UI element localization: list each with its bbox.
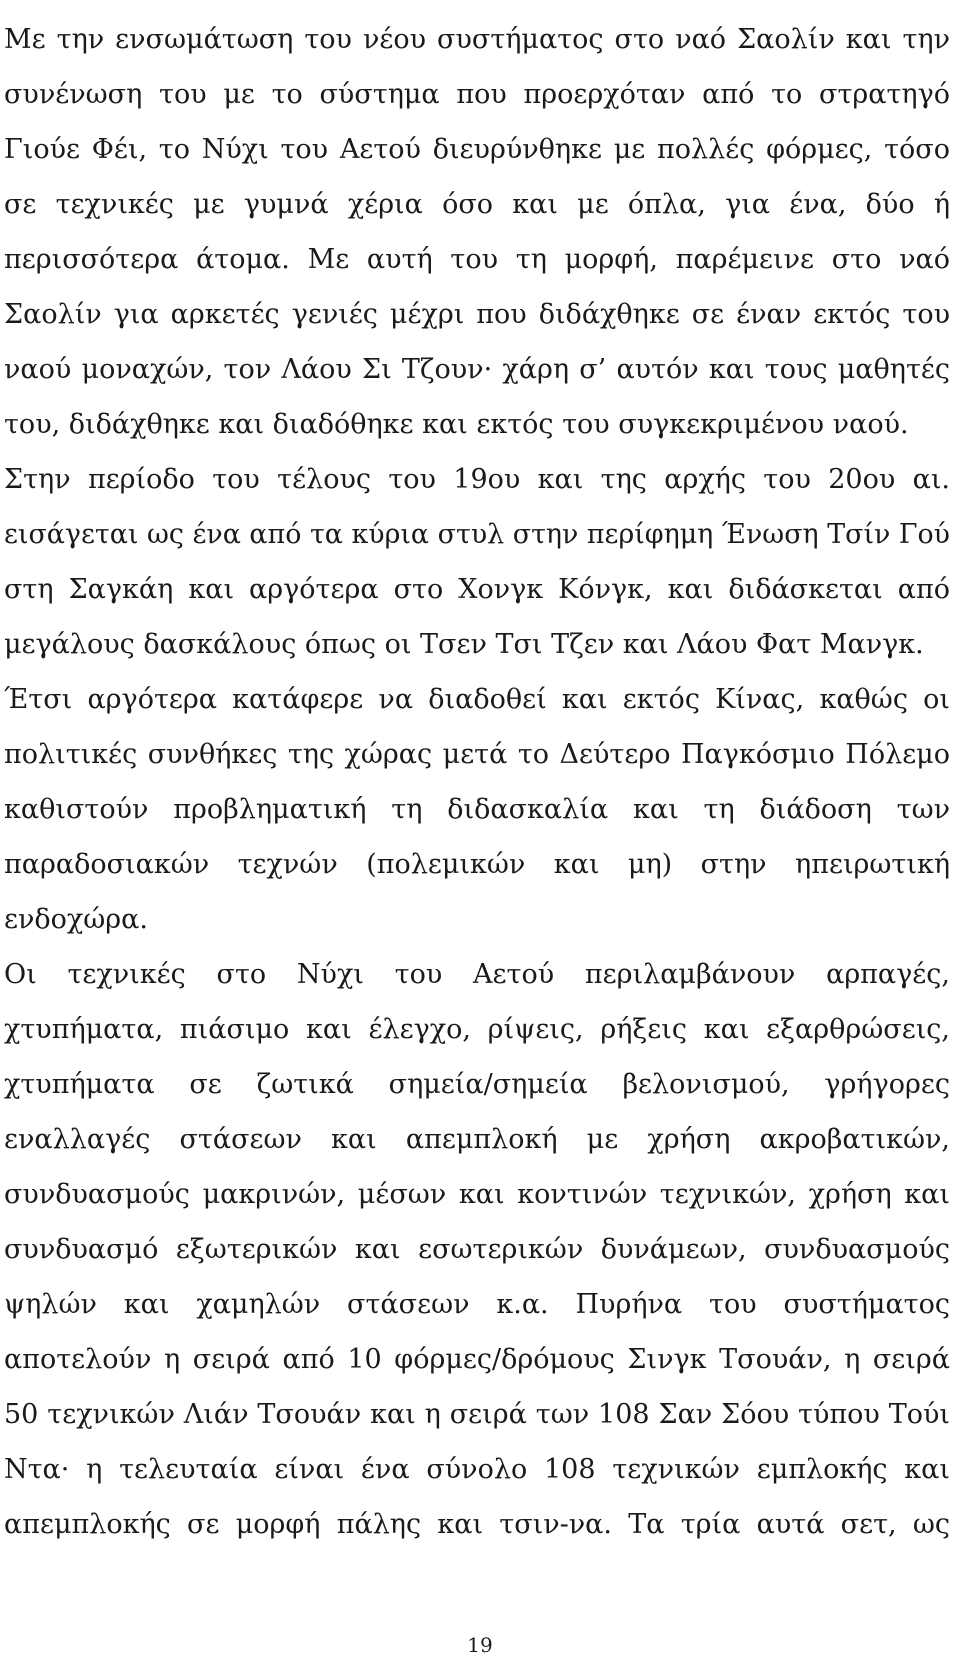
text-line: μεγάλους δασκάλους όπως οι Τσεν Τσι Τζεν και Λάου Φατ Μανγκ.: [4, 629, 924, 660]
text-line: Ντα· η τελευταία είναι ένα σύνολο 108 τεχνικών εμπλοκής και: [4, 1454, 950, 1485]
text-line: απεμπλοκής σε μορφή πάλης και τσιν-να. Τα τρία αυτά σετ, ως: [4, 1509, 950, 1540]
text-line: σε τεχνικές με γυμνά χέρια όσο και με όπλα, για ένα, δύο ή: [4, 189, 950, 220]
text-line: Γιούε Φέι, το Νύχι του Αετού διευρύνθηκε με πολλές φόρμες, τόσο: [4, 134, 950, 165]
page-number: 19: [467, 1633, 493, 1657]
text-line: συνδυασμούς μακρινών, μέσων και κοντινών τεχνικών, χρήση και: [4, 1179, 950, 1210]
text-line: 50 τεχνικών Λιάν Τσουάν και η σειρά των 108 Σαν Σόου τύπου Τούι: [4, 1399, 950, 1430]
text-line: στη Σαγκάη και αργότερα στο Χονγκ Κόνγκ, και διδάσκεται από: [4, 574, 950, 605]
text-line: Έτσι αργότερα κατάφερε να διαδοθεί και εκτός Κίνας, καθώς οι: [4, 684, 950, 715]
text-line: Με την ενσωμάτωση του νέου συστήματος στο ναό Σαολίν και την: [4, 24, 950, 55]
text-line: αποτελούν η σειρά από 10 φόρμες/δρόμους Σινγκ Τσουάν, η σειρά: [4, 1344, 950, 1375]
text-line: περισσότερα άτομα. Με αυτή του τη μορφή, παρέμεινε στο ναό: [4, 244, 950, 275]
text-line: παραδοσιακών τεχνών (πολεμικών και μη) στην ηπειρωτική: [4, 849, 950, 880]
text-line: του, διδάχθηκε και διαδόθηκε και εκτός του συγκεκριμένου ναού.: [4, 409, 909, 440]
text-line: συνδυασμό εξωτερικών και εσωτερικών δυνάμεων, συνδυασμούς: [4, 1234, 950, 1265]
text-line: ναού μοναχών, τον Λάου Σι Τζουν· χάρη σ’ αυτόν και τους μαθητές: [4, 354, 950, 385]
text-line: χτυπήματα σε ζωτικά σημεία/σημεία βελονισμού, γρήγορες: [4, 1069, 950, 1100]
text-line: πολιτικές συνθήκες της χώρας μετά το Δεύτερο Παγκόσμιο Πόλεμο: [4, 739, 950, 770]
text-line: Οι τεχνικές στο Νύχι του Αετού περιλαμβάνουν αρπαγές,: [4, 959, 950, 990]
body-text: [4, 0, 950, 1540]
text-line: Στην περίοδο του τέλους του 19ου και της αρχής του 20ου αι.: [4, 464, 950, 495]
text-line: συνένωση του με το σύστημα που προερχόταν από το στρατηγό: [4, 79, 950, 110]
text-line: καθιστούν προβληματική τη διδασκαλία και τη διάδοση των: [4, 794, 950, 825]
text-line: ψηλών και χαμηλών στάσεων κ.α. Πυρήνα του συστήματος: [4, 1289, 950, 1320]
text-line: Σαολίν για αρκετές γενιές μέχρι που διδάχθηκε σε έναν εκτός του: [4, 299, 950, 330]
text-line: εισάγεται ως ένα από τα κύρια στυλ στην περίφημη Ένωση Τσίν Γού: [4, 519, 950, 550]
text-line: ενδοχώρα.: [4, 904, 148, 935]
text-line: εναλλαγές στάσεων και απεμπλοκή με χρήση ακροβατικών,: [4, 1124, 950, 1155]
text-line: χτυπήματα, πιάσιμο και έλεγχο, ρίψεις, ρήξεις και εξαρθρώσεις,: [4, 1014, 950, 1045]
